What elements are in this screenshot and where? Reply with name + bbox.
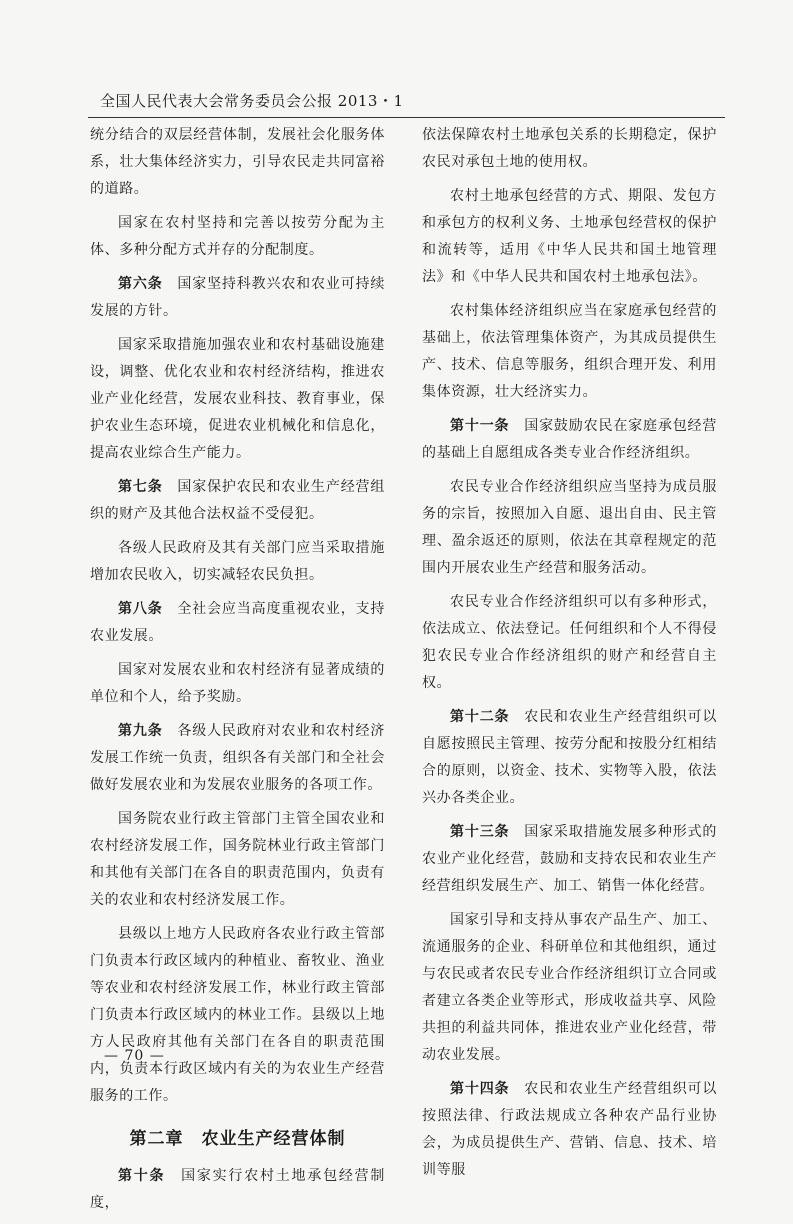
chapter-heading: 第二章 农业生产经营体制 bbox=[129, 1129, 346, 1149]
article-6 bbox=[90, 271, 385, 325]
article-14 bbox=[422, 1076, 717, 1184]
paragraph: 国家在农村坚持和完善以按劳分配为主体、多种分配方式并存的分配制度。 bbox=[90, 215, 385, 258]
article-10 bbox=[90, 1163, 385, 1217]
article-text: 农民和农业生产经营组织可以自愿按照民主管理、按劳分配和按股分红相结合的原则，以资金、技术、实物等入股，依法兴办各类企业。 bbox=[422, 709, 717, 806]
paragraph: 国家对发展农业和农村经济有显著成绩的单位和个人，给予奖励。 bbox=[90, 662, 385, 705]
right-column bbox=[422, 122, 717, 1191]
paragraph: 国家引导和支持从事农产品生产、加工、流通服务的企业、科研单位和其他组织，通过与农民或者农民专业合作经济组织订立合同或者建立各类企业等形式，形成收益共享、风险共担的利益共同体，推进农业产业化经营，带动农业发展。 bbox=[422, 912, 717, 1063]
article-9 bbox=[90, 718, 385, 799]
header-rule bbox=[88, 117, 725, 118]
article-11 bbox=[422, 413, 717, 467]
article-label: 第六条 bbox=[118, 276, 163, 292]
paragraph: 县级以上地方人民政府各农业行政主管部门负责本行政区域内的种植业、畜牧业、渔业等农业和农村经济发展工作，林业行政主管部门负责本行政区域内的林业工作。县级以上地方人民政府其他有关部门在各自的职责范围内，负责本行政区域内有关的为农业生产经营服务的工作。 bbox=[90, 926, 385, 1104]
article-text: 国家实行农村土地承包经营制度， bbox=[90, 1168, 385, 1211]
paragraph: 农村集体经济组织应当在家庭承包经营的基础上，依法管理集体资产，为其成员提供生产、技术、信息等服务，组织合理开发、利用集体资源，壮大经济实力。 bbox=[422, 303, 717, 400]
article-text: 国家坚持科教兴农和农业可持续发展的方针。 bbox=[90, 276, 385, 319]
article-text: 各级人民政府对农业和农村经济发展工作统一负责，组织各有关部门和全社会做好发展农业和为发展农业服务的各项工作。 bbox=[90, 723, 385, 793]
article-label: 第十条 bbox=[118, 1168, 166, 1184]
paragraph: 农民专业合作经济组织应当坚持为成员服务的宗旨，按照加入自愿、退出自由、民主管理、盈余返还的原则，依法在其章程规定的范围内开展农业生产经营和服务活动。 bbox=[422, 479, 717, 576]
article-label: 第十三条 bbox=[450, 824, 510, 840]
article-label: 第十二条 bbox=[450, 709, 510, 725]
article-label: 第七条 bbox=[118, 479, 163, 495]
article-13 bbox=[422, 819, 717, 900]
article-text: 农民和农业生产经营组织可以按照法律、行政法规成立各种农产品行业协会，为成员提供生产、营销、信息、技术、培训等服 bbox=[422, 1081, 717, 1178]
page-number: — 70 — bbox=[104, 1048, 165, 1064]
article-12 bbox=[422, 704, 717, 812]
paragraph: 农民专业合作经济组织可以有多种形式，依法成立、依法登记。任何组织和个人不得侵犯农民专业合作经济组织的财产和经营自主权。 bbox=[422, 594, 717, 691]
article-label: 第九条 bbox=[118, 723, 163, 739]
paragraph: 依法保障农村土地承包关系的长期稳定，保护农民对承包土地的使用权。 bbox=[422, 127, 717, 170]
paragraph: 国家采取措施加强农业和农村基础设施建设，调整、优化农业和农村经济结构，推进农业产业化经营，发展农业科技、教育事业，保护农业生态环境，促进农业机械化和信息化，提高农业综合生产能力。 bbox=[90, 337, 385, 461]
article-label: 第八条 bbox=[118, 601, 163, 617]
paragraph: 农村土地承包经营的方式、期限、发包方和承包方的权利义务、土地承包经营权的保护和流转等，适用《中华人民共和国土地管理法》和《中华人民共和国农村土地承包法》。 bbox=[422, 188, 717, 285]
article-text: 国家保护农民和农业生产经营组织的财产及其他合法权益不受侵犯。 bbox=[90, 479, 385, 522]
journal-header: 全国人民代表大会常务委员会公报 2013・1 bbox=[100, 92, 404, 110]
article-text: 国家采取措施发展多种形式的农业产业化经营，鼓励和支持农民和农业生产经营组织发展生产、加工、销售一体化经营。 bbox=[422, 824, 717, 894]
article-text: 全社会应当高度重视农业，支持农业发展。 bbox=[90, 601, 385, 644]
article-7 bbox=[90, 474, 385, 528]
paragraph: 各级人民政府及其有关部门应当采取措施增加农民收入，切实减轻农民负担。 bbox=[90, 540, 385, 583]
article-label: 第十四条 bbox=[450, 1081, 510, 1097]
paragraph: 统分结合的双层经营体制，发展社会化服务体系，壮大集体经济实力，引导农民走共同富裕的道路。 bbox=[90, 127, 385, 197]
article-8 bbox=[90, 596, 385, 650]
article-label: 第十一条 bbox=[450, 418, 510, 434]
article-text: 国家鼓励农民在家庭承包经营的基础上自愿组成各类专业合作经济组织。 bbox=[422, 418, 717, 461]
paragraph: 国务院农业行政主管部门主管全国农业和农村经济发展工作，国务院林业行政主管部门和其他有关部门在各自的职责范围内，负责有关的农业和农村经济发展工作。 bbox=[90, 811, 385, 908]
